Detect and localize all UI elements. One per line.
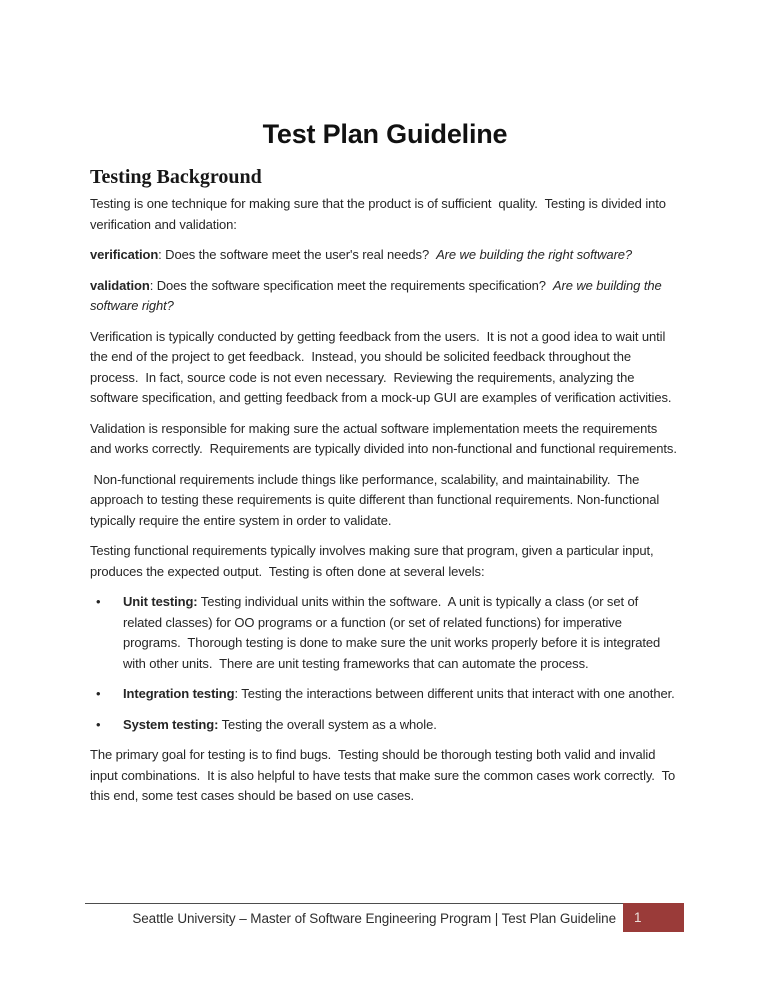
paragraph-functional-levels: Testing functional requirements typically involves making sure that program, given a particular input, produces the expected output. Testing is often done at several levels: bbox=[90, 543, 658, 579]
paragraph-validation-detail: Validation is responsible for making sure the actual software implementation meets the requirements and works correctly. Requirements are typically divided into non-functional and functional requirements. bbox=[90, 420, 677, 456]
bullet-icon: • bbox=[96, 686, 101, 701]
integration-testing-text: : Testing the interactions between different units that interact with one another. bbox=[234, 686, 675, 701]
section-heading-testing-background: Testing Background bbox=[90, 166, 262, 188]
document-title: Test Plan Guideline bbox=[262, 119, 508, 149]
paragraph-verification-detail: Verification is typically conducted by getting feedback from the users. It is not a good idea to wait until the end of the project to get feedback. Instead, you should be solicited feedback throughout the process. In fact, source code is not even necessary. Reviewing the requirements, analyzing the software specification, and getting feedback from a mock-up GUI are examples of verification activities. bbox=[90, 328, 672, 405]
validation-italic-question: Are we building the software right? bbox=[90, 277, 666, 313]
term-integration-testing: Integration testing bbox=[123, 686, 235, 701]
verification-definition-text: : Does the software meet the user's real needs? bbox=[158, 247, 437, 262]
term-validation: validation bbox=[90, 277, 150, 293]
list-item-system-testing bbox=[90, 715, 680, 736]
footer-rule bbox=[85, 903, 623, 928]
paragraph-testing-goal: The primary goal for testing is to find bugs. Testing should be thorough testing both valid and invalid input combinations. It is also helpful to have tests that make sure the common cases work correctly. To this end, some test cases should be based on use cases. bbox=[90, 747, 679, 803]
footer-text: Seattle University – Master of Software Engineering Program | Test Plan Guideline bbox=[132, 911, 616, 926]
testing-levels-list bbox=[90, 592, 680, 735]
validation-definition-text: : Does the software specification meet the requirements specification? bbox=[149, 277, 553, 293]
page-number-badge bbox=[623, 903, 684, 932]
bullet-icon: • bbox=[96, 594, 101, 609]
list-item-unit-testing bbox=[90, 592, 680, 674]
paragraph-validation-definition bbox=[90, 276, 680, 317]
paragraph-verification-definition bbox=[90, 245, 680, 266]
system-testing-text: Testing the overall system as a whole. bbox=[218, 716, 437, 732]
list-item-integration-testing bbox=[90, 684, 680, 705]
term-verification: verification bbox=[90, 247, 159, 262]
page-footer bbox=[85, 903, 684, 932]
verification-italic-question: Are we building the right software? bbox=[436, 247, 633, 262]
term-unit-testing: Unit testing: bbox=[123, 594, 198, 609]
bullet-icon: • bbox=[96, 716, 101, 732]
document-body bbox=[90, 118, 680, 817]
paragraph-nonfunctional: Non-functional requirements include things like performance, scalability, and maintainability. The approach to testing these requirements is quite different than functional requirements. Non-functional typically require the entire system in order to validate. bbox=[90, 471, 663, 528]
unit-testing-text: Testing individual units within the software. A unit is typically a class (or set of related classes) for OO programs or a function (or set of related functions) for imperative programs. Thorough testing is done to make sure the unit works properly before it is integrated with other units. There are unit testing frameworks that can automate the process. bbox=[123, 594, 664, 671]
page-number: 1 bbox=[634, 910, 642, 925]
paragraph-intro: Testing is one technique for making sure that the product is of sufficient quality. Testing is divided into verification and validation: bbox=[90, 196, 670, 232]
term-system-testing: System testing: bbox=[123, 716, 219, 732]
